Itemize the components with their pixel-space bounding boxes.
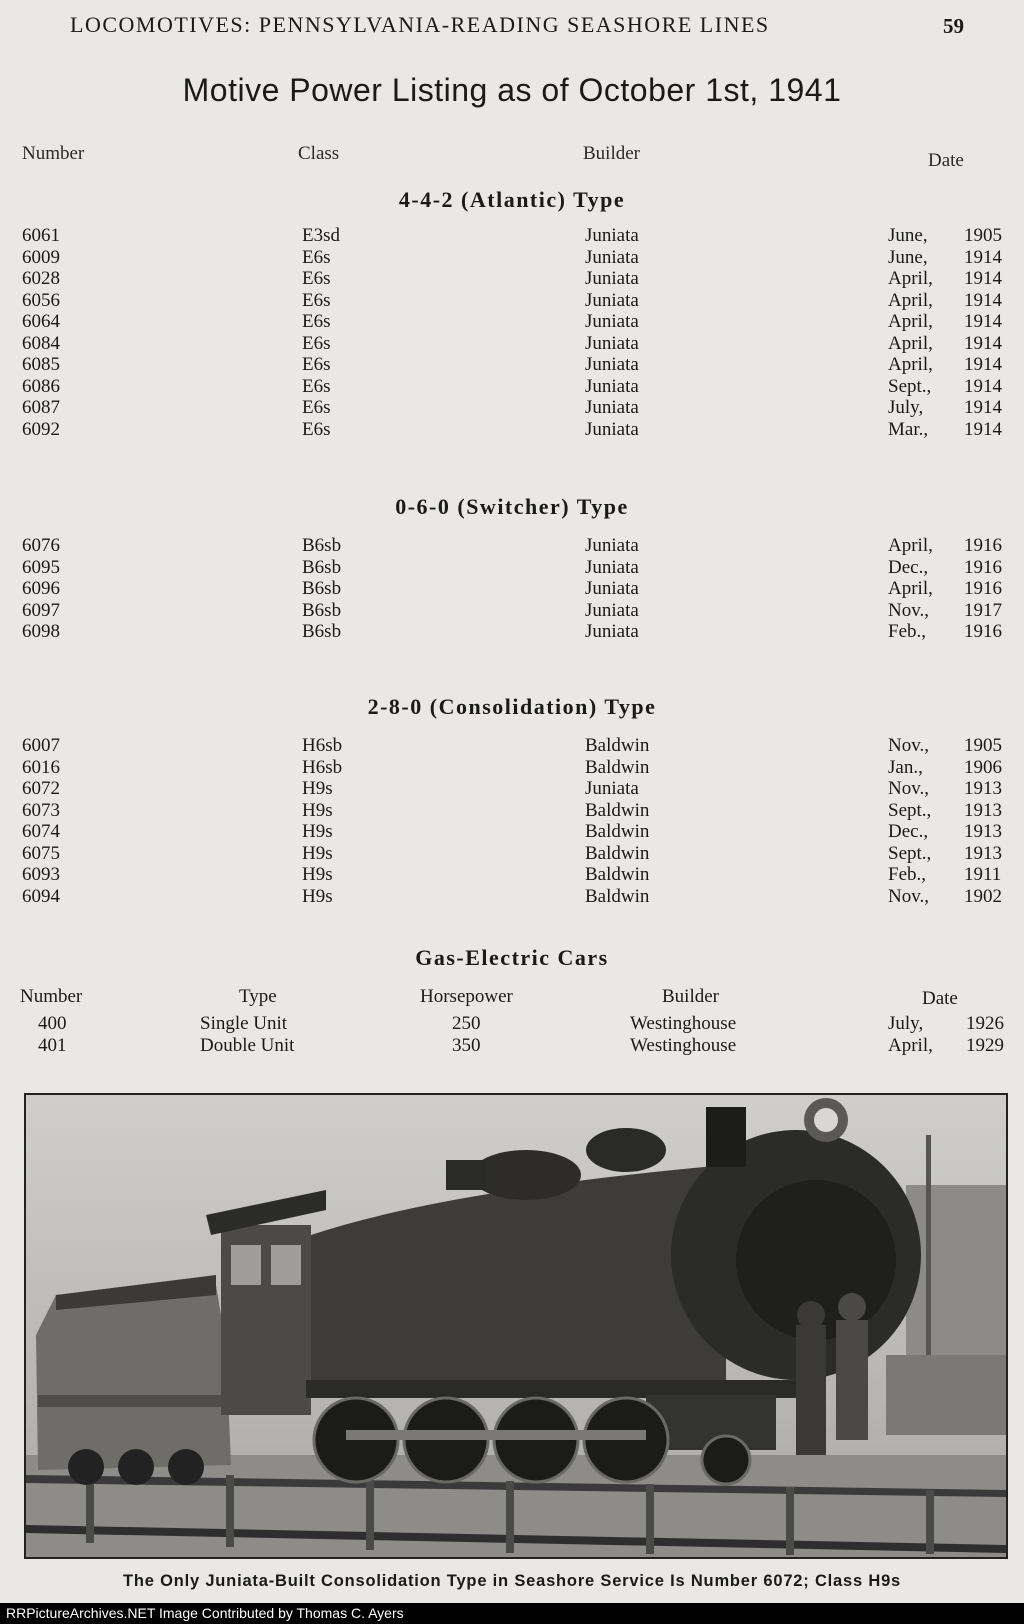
- build-year: 1916: [964, 556, 1002, 578]
- table-row: [0, 843, 1024, 865]
- build-year: 1916: [964, 578, 1002, 599]
- page-title: Motive Power Listing as of October 1st, 1941: [182, 72, 842, 108]
- locomotive-builder: Baldwin: [585, 821, 650, 842]
- section-title-atlantic: 4-4-2 (Atlantic) Type: [398, 187, 626, 212]
- build-month: April,: [888, 332, 933, 354]
- gas-column-number: Number: [20, 986, 83, 1007]
- build-year: 1913: [964, 842, 1002, 864]
- table-row: [0, 735, 1024, 757]
- locomotive-number: 6092: [22, 418, 60, 440]
- column-header-date: Date: [928, 150, 964, 171]
- build-year: 1914: [964, 268, 1002, 289]
- car-type: Single Unit: [200, 1013, 288, 1034]
- locomotive-number: 6056: [22, 289, 60, 311]
- car-builder: Westinghouse: [630, 1035, 737, 1056]
- table-row: [0, 886, 1024, 908]
- build-month: Dec.,: [888, 556, 929, 578]
- build-year: 1914: [964, 354, 1002, 375]
- locomotive-class: E6s: [302, 311, 331, 332]
- locomotive-builder: Juniata: [585, 354, 639, 375]
- locomotive-builder: Juniata: [585, 535, 639, 556]
- build-month: Nov.,: [888, 885, 929, 907]
- locomotive-class: E6s: [302, 289, 331, 311]
- locomotive-photo: [24, 1093, 1008, 1559]
- build-year: 1916: [964, 535, 1002, 556]
- locomotive-number: 6086: [22, 375, 60, 397]
- section-title-gas-electric: Gas-Electric Cars: [415, 945, 609, 970]
- locomotive-class: B6sb: [302, 556, 342, 578]
- locomotive-class: B6sb: [302, 578, 342, 599]
- section-title-consolidation: 2-8-0 (Consolidation) Type: [367, 694, 657, 719]
- page-number: 59: [943, 14, 964, 38]
- locomotive-class: E6s: [302, 332, 331, 354]
- build-year: 1906: [964, 756, 1002, 778]
- table-row: [0, 225, 1024, 247]
- build-month: Nov.,: [888, 735, 929, 756]
- locomotive-number: 6096: [22, 578, 60, 599]
- build-month: June,: [888, 225, 928, 246]
- build-year: 1914: [964, 397, 1002, 418]
- locomotive-class: E6s: [302, 246, 331, 268]
- table-row: [0, 535, 1024, 557]
- build-month: July,: [888, 1013, 924, 1034]
- car-horsepower: 350: [452, 1035, 481, 1056]
- build-year: 1905: [964, 735, 1002, 756]
- locomotive-class: H9s: [302, 885, 333, 907]
- gas-column-horsepower: Horsepower: [420, 986, 513, 1007]
- locomotive-number: 6064: [22, 311, 60, 332]
- build-year: 1914: [964, 332, 1002, 354]
- locomotive-number: 6028: [22, 268, 60, 289]
- gas-column-date: Date: [922, 988, 958, 1009]
- build-month: Feb.,: [888, 864, 926, 885]
- locomotive-number: 6061: [22, 225, 60, 246]
- locomotive-builder: Baldwin: [585, 864, 650, 885]
- car-number: 401: [38, 1035, 67, 1056]
- locomotive-class: H9s: [302, 842, 333, 864]
- build-year: 1905: [964, 225, 1002, 246]
- locomotive-builder: Juniata: [585, 311, 639, 332]
- locomotive-builder: Juniata: [585, 556, 639, 578]
- locomotive-builder: Juniata: [585, 268, 639, 289]
- locomotive-builder: Juniata: [585, 225, 639, 246]
- build-month: July,: [888, 397, 924, 418]
- build-month: Sept.,: [888, 799, 932, 821]
- locomotive-class: H9s: [302, 864, 333, 885]
- table-row: [0, 621, 1024, 643]
- gas-column-builder: Builder: [662, 986, 719, 1007]
- locomotive-class: E6s: [302, 418, 331, 440]
- locomotive-builder: Juniata: [585, 375, 639, 397]
- build-year: 1913: [964, 821, 1002, 842]
- locomotive-builder: Baldwin: [585, 756, 650, 778]
- locomotive-builder: Juniata: [585, 397, 639, 418]
- locomotive-builder: Baldwin: [585, 842, 650, 864]
- locomotive-number: 6075: [22, 842, 60, 864]
- build-month: June,: [888, 246, 928, 268]
- table-row: [0, 419, 1024, 441]
- table-row: [0, 1035, 1024, 1057]
- build-month: Mar.,: [888, 418, 929, 440]
- table-row: [0, 557, 1024, 579]
- build-year: 1911: [964, 864, 1002, 885]
- locomotive-builder: Juniata: [585, 332, 639, 354]
- build-month: Sept.,: [888, 842, 932, 864]
- locomotive-number: 6073: [22, 799, 60, 821]
- build-year: 1913: [964, 799, 1002, 821]
- locomotive-number: 6094: [22, 885, 60, 907]
- column-header-class: Class: [298, 143, 340, 164]
- build-month: Dec.,: [888, 821, 929, 842]
- build-month: April,: [888, 535, 933, 556]
- locomotive-builder: Juniata: [585, 289, 639, 311]
- table-row: [0, 354, 1024, 376]
- locomotive-class: H6sb: [302, 735, 343, 756]
- image-credit: RRPictureArchives.NET Image Contributed by Thomas C. Ayers: [0, 1603, 1024, 1624]
- locomotive-class: E6s: [302, 268, 331, 289]
- locomotive-class: H9s: [302, 778, 333, 799]
- table-row: [0, 247, 1024, 269]
- build-month: April,: [888, 1035, 933, 1056]
- locomotive-builder: Juniata: [585, 621, 639, 642]
- section-title-switcher: 0-6-0 (Switcher) Type: [395, 494, 629, 519]
- locomotive-number: 6085: [22, 354, 60, 375]
- locomotive-number: 6084: [22, 332, 60, 354]
- locomotive-class: E6s: [302, 375, 331, 397]
- locomotive-number: 6072: [22, 778, 60, 799]
- locomotive-builder: Juniata: [585, 246, 639, 268]
- locomotive-illustration: [26, 1095, 1006, 1557]
- locomotive-number: 6093: [22, 864, 60, 885]
- build-month: April,: [888, 354, 933, 375]
- build-year: 1914: [964, 246, 1002, 268]
- build-month: April,: [888, 268, 933, 289]
- build-year: 1929: [966, 1035, 1004, 1056]
- locomotive-builder: Baldwin: [585, 885, 650, 907]
- car-horsepower: 250: [452, 1013, 481, 1034]
- build-month: April,: [888, 311, 933, 332]
- photo-caption: The Only Juniata-Built Consolidation Type in Seashore Service Is Number 6072; Class H9s: [122, 1572, 902, 1590]
- build-year: 1914: [964, 289, 1002, 311]
- build-year: 1913: [964, 778, 1002, 799]
- build-month: Jan.,: [888, 756, 923, 778]
- column-header-number: Number: [22, 143, 85, 164]
- build-month: April,: [888, 578, 933, 599]
- table-row: [0, 757, 1024, 779]
- table-row: [0, 1013, 1024, 1035]
- table-row: [0, 268, 1024, 290]
- locomotive-builder: Baldwin: [585, 735, 650, 756]
- build-year: 1917: [964, 599, 1002, 621]
- table-row: [0, 311, 1024, 333]
- locomotive-number: 6098: [22, 621, 60, 642]
- gas-column-type: Type: [239, 986, 277, 1007]
- table-row: [0, 778, 1024, 800]
- build-month: April,: [888, 289, 933, 311]
- column-header-builder: Builder: [583, 143, 640, 164]
- locomotive-class: E6s: [302, 397, 331, 418]
- build-month: Nov.,: [888, 599, 929, 621]
- table-row: [0, 864, 1024, 886]
- build-year: 1914: [964, 311, 1002, 332]
- locomotive-builder: Juniata: [585, 418, 639, 440]
- locomotive-class: B6sb: [302, 621, 342, 642]
- locomotive-class: B6sb: [302, 535, 342, 556]
- running-header: [70, 12, 984, 42]
- build-year: 1914: [964, 375, 1002, 397]
- car-number: 400: [38, 1013, 67, 1034]
- table-row: [0, 800, 1024, 822]
- build-year: 1926: [966, 1013, 1004, 1034]
- table-row: [0, 821, 1024, 843]
- locomotive-number: 6007: [22, 735, 60, 756]
- locomotive-builder: Baldwin: [585, 799, 650, 821]
- table-row: [0, 600, 1024, 622]
- build-year: 1914: [964, 418, 1002, 440]
- locomotive-class: E6s: [302, 354, 331, 375]
- table-row: [0, 333, 1024, 355]
- locomotive-number: 6076: [22, 535, 60, 556]
- car-type: Double Unit: [200, 1035, 295, 1056]
- running-title: LOCOMOTIVES: PENNSYLVANIA-READING SEASHORE LINES: [70, 12, 770, 37]
- locomotive-class: B6sb: [302, 599, 342, 621]
- locomotive-number: 6074: [22, 821, 60, 842]
- table-row: [0, 397, 1024, 419]
- build-month: Sept.,: [888, 375, 932, 397]
- locomotive-builder: Juniata: [585, 578, 639, 599]
- build-month: Feb.,: [888, 621, 926, 642]
- table-row: [0, 290, 1024, 312]
- build-month: Nov.,: [888, 778, 929, 799]
- locomotive-builder: Juniata: [585, 599, 639, 621]
- locomotive-number: 6009: [22, 246, 60, 268]
- car-builder: Westinghouse: [630, 1013, 737, 1034]
- locomotive-class: H6sb: [302, 756, 343, 778]
- locomotive-number: 6087: [22, 397, 60, 418]
- table-row: [0, 578, 1024, 600]
- locomotive-number: 6095: [22, 556, 60, 578]
- locomotive-number: 6097: [22, 599, 60, 621]
- build-year: 1916: [964, 621, 1002, 642]
- locomotive-builder: Juniata: [585, 778, 639, 799]
- table-row: [0, 376, 1024, 398]
- locomotive-class: H9s: [302, 799, 333, 821]
- locomotive-class: H9s: [302, 821, 333, 842]
- locomotive-number: 6016: [22, 756, 60, 778]
- locomotive-class: E3sd: [302, 225, 340, 246]
- build-year: 1902: [964, 885, 1002, 907]
